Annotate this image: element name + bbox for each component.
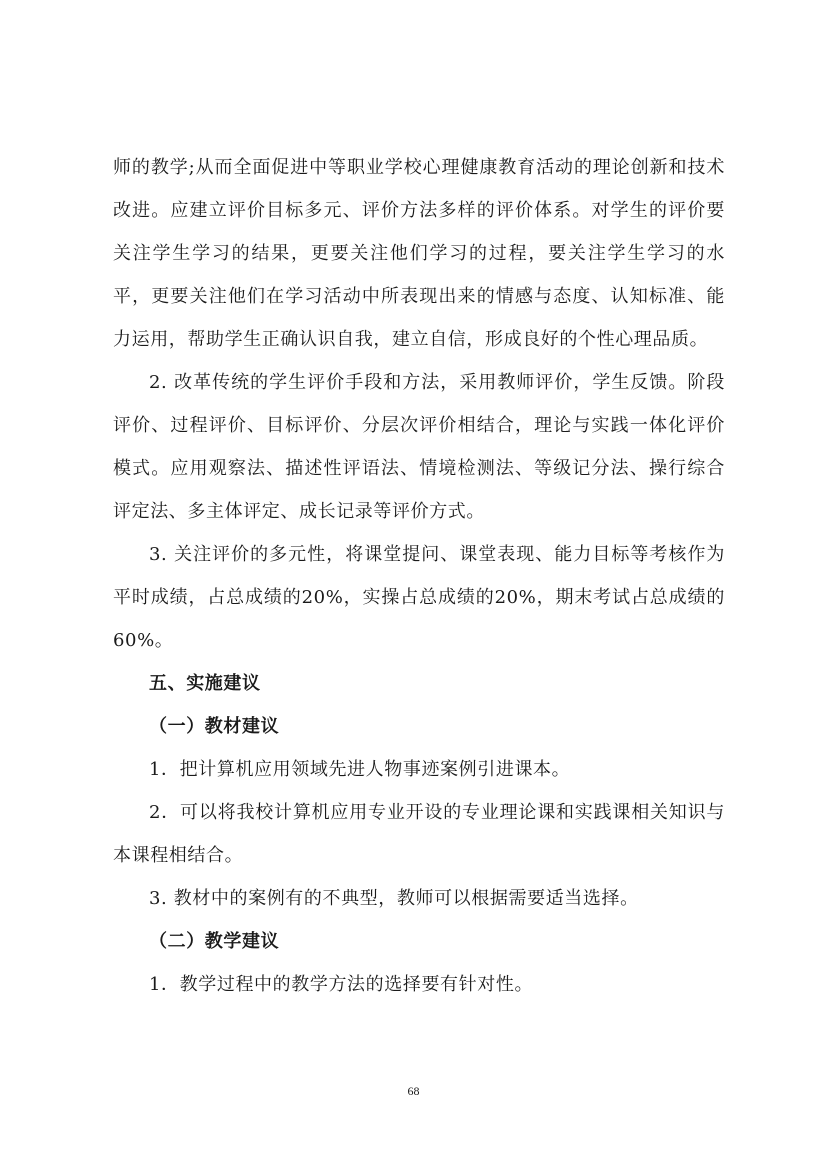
paragraph-item-2-reform-evaluation: 2. 改革传统的学生评价手段和方法，采用教师评价，学生反馈。阶段评价、过程评价、目标评价、分层次评价相结合，理论与实践一体化评价模式。应用观察法、描述性评语法、情境检测法、等级记分法、操行综合评定法、多主体评定、成长记录等评价方式。 [113, 372, 725, 522]
page-number: 68 [407, 1084, 420, 1098]
heading-implementation-suggestions: 五、实施建议 [149, 673, 261, 694]
paragraph-item-3-diverse-evaluation: 3. 关注评价的多元性，将课堂提问、课堂表现、能力目标等考核作为平时成绩，占总成绩的20%，实操占总成绩的20%，期末考试占总成绩的60%。 [113, 544, 725, 651]
heading-textbook-suggestions: （一）教材建议 [149, 716, 280, 737]
paragraph-textbook-item-3: 3. 教材中的案例有的不典型，教师可以根据需要适当选择。 [149, 888, 639, 909]
heading-teaching-suggestions: （二）教学建议 [149, 931, 280, 952]
paragraph-textbook-item-2: 2．可以将我校计算机应用专业开设的专业理论课和实践课相关知识与本课程相结合。 [113, 802, 725, 866]
paragraph-textbook-item-1: 1．把计算机应用领域先进人物事迹案例引进课本。 [149, 759, 571, 780]
paragraph-evaluation-system: 师的教学;从而全面促进中等职业学校心理健康教育活动的理论创新和技术改进。应建立评价目标多元、评价方法多样的评价体系。对学生的评价要关注学生学习的结果，更要关注他们学习的过程，要关注学生学习的水平，更要关注他们在学习活动中所表现出来的情感与态度、认知标准、能力运用，帮助学生正确认识自我，建立自信，形成良好的个性心理品质。 [113, 157, 725, 350]
document-body [113, 146, 725, 1006]
paragraph-teaching-item-1: 1．教学过程中的教学方法的选择要有针对性。 [149, 974, 534, 995]
